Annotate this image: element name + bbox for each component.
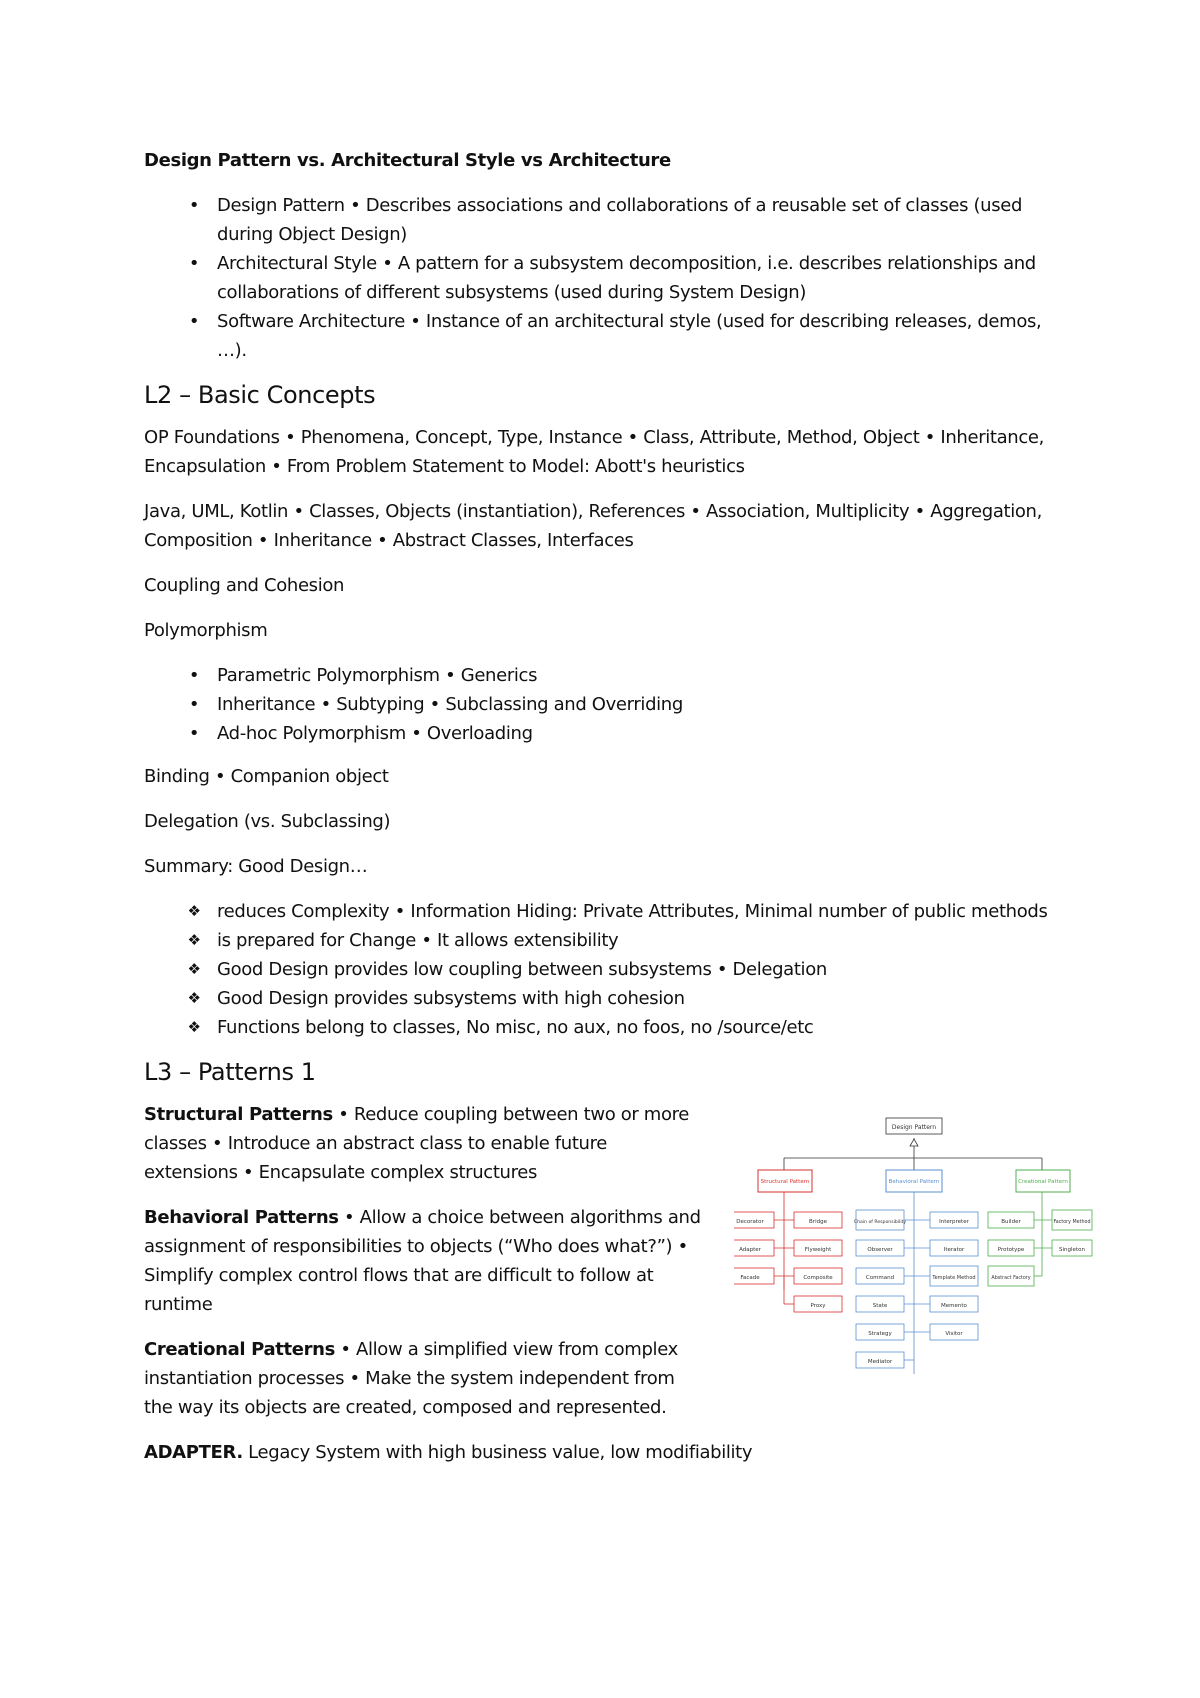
adapter-text: Legacy System with high business value, low modifiability [242,1442,753,1463]
pattern-label: Template Method [932,1275,976,1281]
list-item [144,249,1074,307]
pattern-label: State [872,1303,888,1309]
pattern-label: Visitor [945,1331,963,1337]
paragraph-adapter [144,1438,1074,1467]
list-item-text: Ad-hoc Polymorphism • Overloading [217,723,533,744]
list-item [144,191,1074,249]
heading-l3: L3 – Patterns 1 [144,1058,316,1086]
diamond-bullet-icon: ❖ [187,989,201,1007]
patterns-section [144,1100,1091,1422]
list-item-text: is prepared for Change • It allows extensibility [217,930,619,951]
pattern-label: Observer [867,1247,893,1253]
paragraph-behavioral [144,1203,704,1319]
diamond-bullet-icon: ❖ [187,931,201,949]
diagram-root-label: Design Pattern [891,1124,937,1131]
bullet-dot-icon: • [188,195,200,216]
pattern-label: Mediator [867,1359,893,1365]
diamond-bullet-icon: ❖ [187,902,201,920]
bullet-dot-icon: • [188,253,200,274]
pattern-label: Iterator [943,1247,965,1253]
pattern-taxonomy-diagram [734,1112,1094,1412]
paragraph-java-uml: Java, UML, Kotlin • Classes, Objects (instantiation), References • Association, Multiplicity • Aggregation, Composition • Inheritance • Abstract Classes, Interfaces [144,501,1042,551]
pattern-label: Abstract Factory [991,1276,1031,1281]
list-item-text: Functions belong to classes, No misc, no aux, no foos, no /source/etc [217,1017,814,1038]
paragraph-op-foundations: OP Foundations • Phenomena, Concept, Type, Instance • Class, Attribute, Method, Object • Inheritance, Encapsulation • From Problem Statement to Model: Abott's heuristics [144,427,1045,477]
paragraph-coupling: Coupling and Cohesion [144,575,345,596]
list-item [144,1013,1074,1042]
list-item-text: Inheritance • Subtyping • Subclassing and Overriding [217,694,683,715]
bullet-dot-icon: • [188,311,200,332]
diagram-svg [734,1112,1094,1412]
section-title-design-pattern: Design Pattern vs. Architectural Style vs Architecture [144,150,671,171]
list-item-text: Software Architecture • Instance of an architectural style (used for describing releases, demos, …). [217,311,1042,361]
design-pattern-list [144,191,1074,365]
structural-label: Structural Patterns [144,1104,333,1125]
pattern-label: Flyweight [804,1247,832,1253]
bullet-dot-icon: • [188,665,200,686]
paragraph-polymorphism: Polymorphism [144,620,268,641]
pattern-label: Strategy [868,1331,892,1337]
list-item [144,719,1074,748]
pattern-label: Facade [740,1275,760,1281]
paragraph-structural [144,1100,704,1187]
paragraph-binding: Binding • Companion object [144,766,389,787]
heading-l2: L2 – Basic Concepts [144,381,376,409]
creational-category-label: Creational Pattern [1018,1179,1068,1185]
diamond-bullet-icon: ❖ [187,1018,201,1036]
list-item-text: reduces Complexity • Information Hiding: Private Attributes, Minimal number of public methods [217,901,1048,922]
adapter-label: ADAPTER. [144,1442,243,1463]
summary-list [144,897,1074,1042]
polymorphism-list [144,661,1074,748]
pattern-label: Adapter [739,1247,761,1253]
pattern-label: Bridge [809,1219,827,1225]
pattern-label: Prototype [997,1247,1025,1253]
creational-text: • Allow a simplified view from complex instantiation processes • Make the system independent from the way its objects are created, composed and represented. [144,1339,678,1418]
structural-text: • Reduce coupling between two or more classes • Introduce an abstract class to enable future extensions • Encapsulate complex structures [144,1104,690,1183]
paragraph-delegation: Delegation (vs. Subclassing) [144,811,391,832]
pattern-label: Builder [1001,1219,1021,1225]
bullet-dot-icon: • [188,723,200,744]
behavioral-text: • Allow a choice between algorithms and assignment of responsibilities to objects (“Who does what?”) • Simplify complex control flows that are difficult to follow at runtime [144,1207,701,1315]
list-item [144,661,1074,690]
paragraph-creational [144,1335,704,1422]
list-item [144,984,1074,1013]
list-item-text: Good Design provides subsystems with high cohesion [217,988,685,1009]
list-item [144,690,1074,719]
diamond-bullet-icon: ❖ [187,960,201,978]
list-item-text: Architectural Style • A pattern for a subsystem decomposition, i.e. describes relationships and collaborations of different subsystems (used during System Design) [217,253,1036,303]
list-item [144,307,1074,365]
pattern-label: Singleton [1059,1247,1085,1253]
pattern-label: Decorator [736,1219,764,1225]
document-content [144,146,1091,1483]
pattern-label: Chain of Responsibility [853,1220,907,1225]
pattern-label: Proxy [810,1303,826,1309]
pattern-label: Composite [803,1275,833,1281]
behavioral-category-label: Behavioral Pattern [888,1179,940,1185]
list-item [144,897,1074,926]
patterns-text-column [144,1100,704,1422]
pattern-label: Factory Method [1053,1220,1091,1225]
creational-label: Creational Patterns [144,1339,336,1360]
bullet-dot-icon: • [188,694,200,715]
list-item-text: Good Design provides low coupling between subsystems • Delegation [217,959,827,980]
inheritance-arrow-icon [910,1139,918,1146]
paragraph-summary: Summary: Good Design… [144,856,368,877]
pattern-label: Interpreter [939,1219,969,1225]
structural-category-label: Structural Pattern [760,1179,810,1185]
list-item-text: Parametric Polymorphism • Generics [217,665,538,686]
list-item-text: Design Pattern • Describes associations and collaborations of a reusable set of classes (used during Object Design) [217,195,1023,245]
list-item [144,926,1074,955]
pattern-label: Command [865,1275,895,1281]
behavioral-label: Behavioral Patterns [144,1207,339,1228]
list-item [144,955,1074,984]
pattern-label: Memento [941,1303,967,1309]
